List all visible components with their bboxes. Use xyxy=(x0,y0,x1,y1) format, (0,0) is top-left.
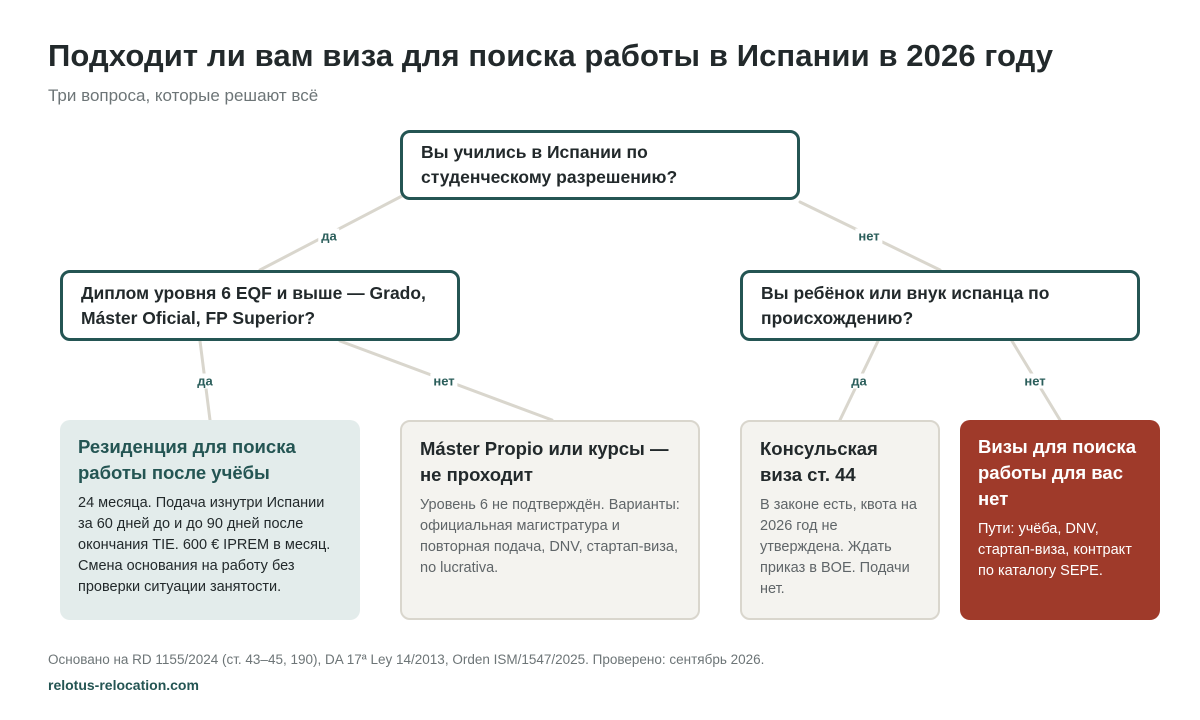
result-body: Уровень 6 не подтверждён. Варианты: официальная магистратура и повторная подача, DNV, стартап-виза, no lucrativa. xyxy=(420,497,680,576)
question-text: Вы ребёнок или внук испанца по происхождению? xyxy=(761,282,1050,328)
page-title: Подходит ли вам виза для поиска работы в Испании в 2026 году xyxy=(48,38,1054,73)
result-consular-visa xyxy=(740,420,940,620)
source-note: Основано на RD 1155/2024 (ст. 43–45, 190), DA 17ª Ley 14/2013, Orden ISM/1547/2025. Проверено: сентябрь 2026. xyxy=(48,652,765,667)
edge-label-q3-yes: да xyxy=(848,374,869,389)
result-title: Резиденция для поиска работы после учёбы xyxy=(78,436,296,483)
result-title: Консульская виза ст. 44 xyxy=(760,438,878,485)
edge-label-q2-no: нет xyxy=(430,374,457,389)
result-title: Визы для поиска работы для вас нет xyxy=(978,436,1136,509)
edge-label-q1-no: нет xyxy=(855,229,882,244)
question-spanish-descent xyxy=(740,270,1140,341)
page-subtitle: Три вопроса, которые решают всё xyxy=(48,86,319,105)
result-body: В законе есть, квота на 2026 год не утверждена. Ждать приказ в BOE. Подачи нет. xyxy=(760,497,917,597)
site-link[interactable]: relotus-relocation.com xyxy=(48,677,199,693)
edge-label-q2-yes: да xyxy=(194,374,215,389)
result-title: Máster Propio или курсы — не проходит xyxy=(420,438,669,485)
question-studied-in-spain xyxy=(400,130,800,200)
result-master-propio xyxy=(400,420,700,620)
question-diploma-level xyxy=(60,270,460,341)
question-text: Вы учились в Испании по студенческому разрешению? xyxy=(421,142,678,187)
result-body: Пути: учёба, DNV, стартап-виза, контракт по каталогу SEPE. xyxy=(978,521,1132,579)
result-body: 24 месяца. Подача изнутри Испании за 60 дней до и до 90 дней после окончания TIE. 600 € IPREM в месяц. Смена основания на работу без проверки ситуации занятости. xyxy=(78,495,331,595)
result-post-study-residence xyxy=(60,420,360,620)
edge-label-q3-no: нет xyxy=(1021,374,1048,389)
edge-label-q1-yes: да xyxy=(318,229,339,244)
question-text: Диплом уровня 6 EQF и выше — Grado, Máster Oficial, FP Superior? xyxy=(81,282,426,328)
result-no-visa xyxy=(960,420,1160,620)
